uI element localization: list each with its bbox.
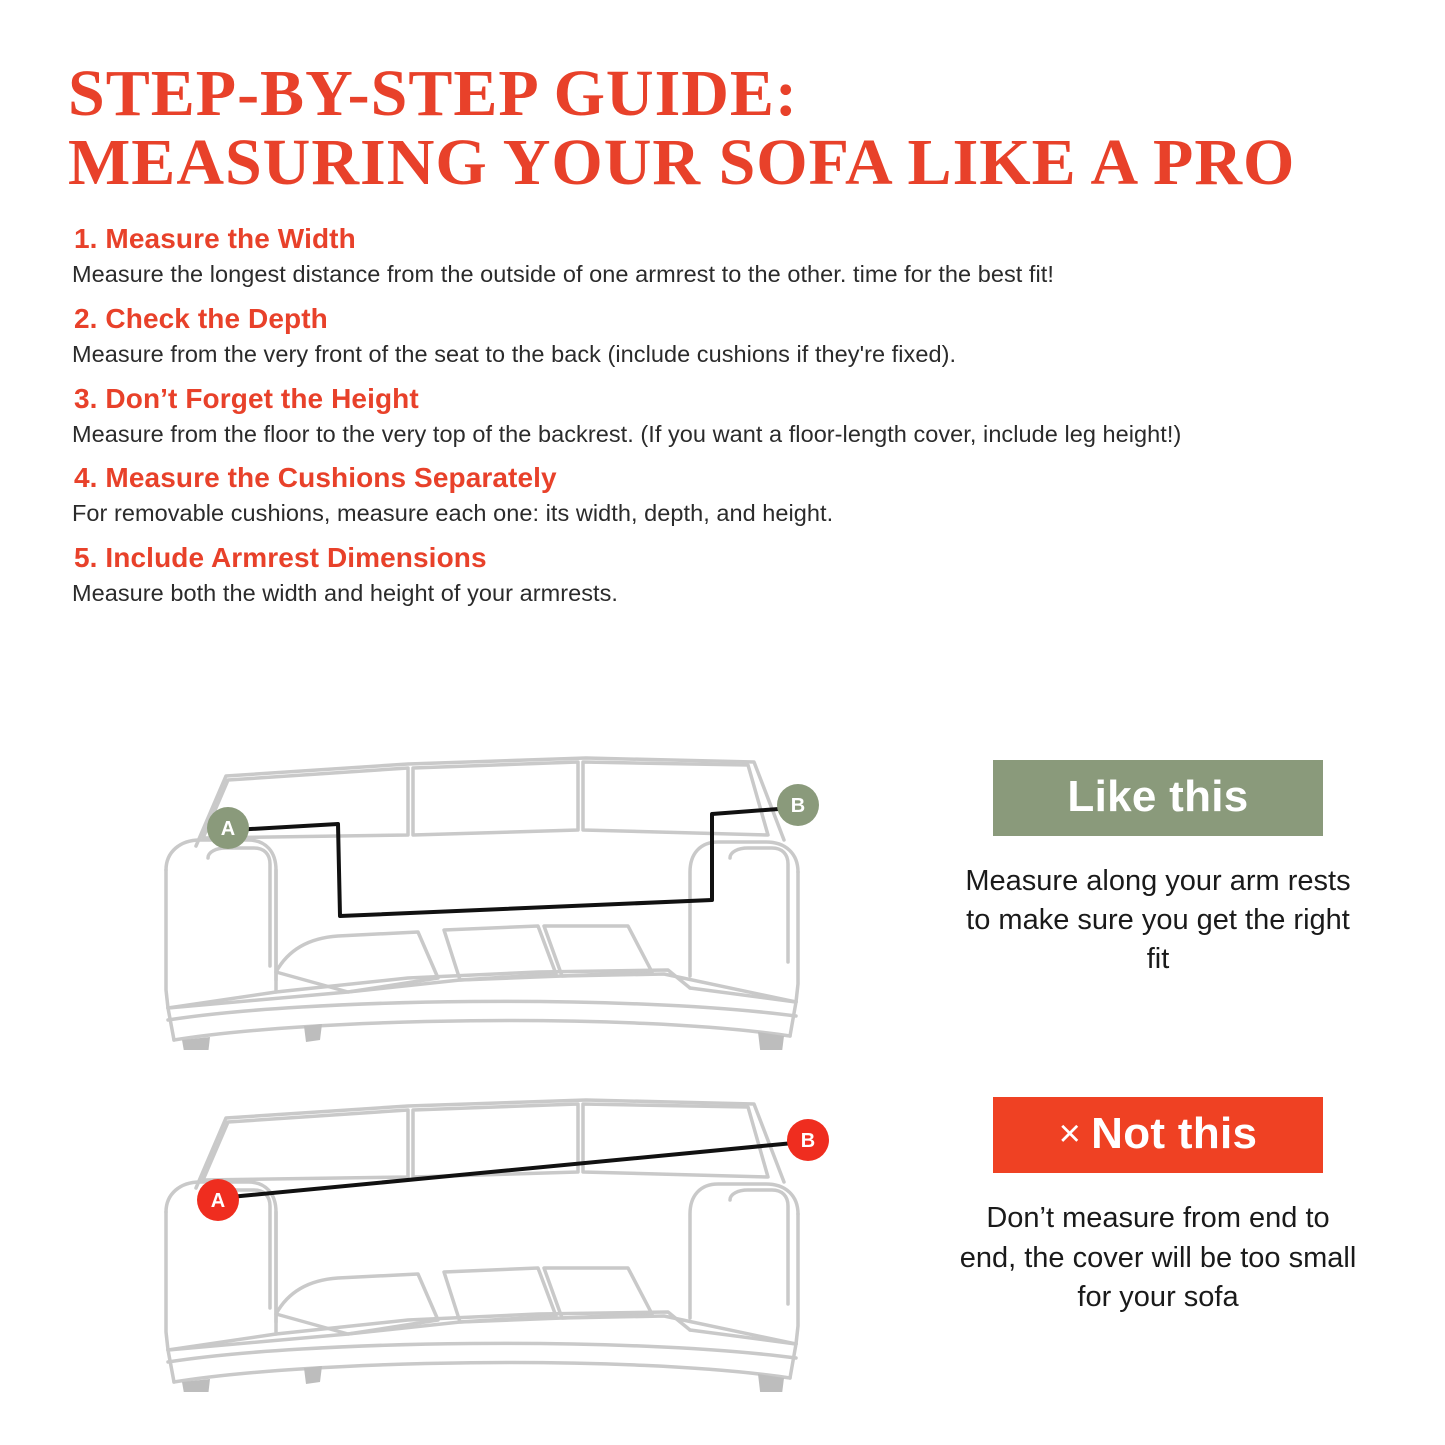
caption-not-this: Don’t measure from end to end, the cover will be too small for your sofa	[959, 1202, 1357, 1313]
badge-like-this-label: Like this	[1067, 772, 1249, 821]
step-3-body: Measure from the floor to the very top of the backrest. (If you want a floor-length cover, include leg height!)	[72, 420, 1182, 447]
title-line-2: MEASURING YOUR SOFA LIKE A PRO	[68, 125, 1296, 199]
badge-not-this-label: Not this	[1091, 1109, 1258, 1159]
badge-not-this	[993, 1097, 1323, 1173]
step-1-heading: 1. Measure the Width	[74, 223, 356, 255]
title-line-1: STEP-BY-STEP GUIDE:	[68, 57, 798, 130]
step-3-heading: 3. Don’t Forget the Height	[74, 382, 419, 414]
step-1-body: Measure the longest distance from the outside of one armrest to the other. time for the best fit!	[72, 261, 1054, 288]
step-2-body: Measure from the very front of the seat to the back (include cushions if they're fixed).	[72, 340, 957, 367]
callout-column	[948, 760, 1368, 1317]
marker-b-incorrect-label: B	[800, 1130, 816, 1152]
illustration-area	[68, 740, 1383, 1400]
step-5-body: Measure both the width and height of your armrests.	[72, 580, 618, 607]
page-title	[68, 57, 1383, 199]
badge-like-this	[993, 760, 1323, 836]
caption-like-this: Measure along your arm rests to make sure you get the right fit	[965, 865, 1351, 976]
step-item	[68, 223, 1383, 291]
marker-a-correct-label: A	[220, 818, 236, 840]
step-2-heading: 2. Check the Depth	[74, 302, 328, 334]
sofa-diagram-correct	[108, 740, 898, 1050]
callout-correct	[948, 760, 1368, 979]
step-5-heading: 5. Include Armrest Dimensions	[74, 542, 487, 574]
step-item	[68, 462, 1383, 530]
step-item	[68, 542, 1383, 610]
step-4-body: For removable cushions, measure each one: its width, depth, and height.	[72, 500, 834, 527]
sofa-diagram-incorrect	[108, 1082, 898, 1392]
marker-a-incorrect-label: A	[210, 1190, 226, 1212]
steps-list	[68, 223, 1383, 610]
cross-icon: ×	[1058, 1113, 1082, 1156]
step-4-heading: 4. Measure the Cushions Separately	[74, 462, 557, 494]
step-item	[68, 303, 1383, 371]
marker-b-correct-label: B	[790, 795, 806, 817]
step-item	[68, 383, 1383, 451]
sofa-diagrams-column	[108, 740, 908, 1392]
callout-incorrect	[948, 1097, 1368, 1316]
